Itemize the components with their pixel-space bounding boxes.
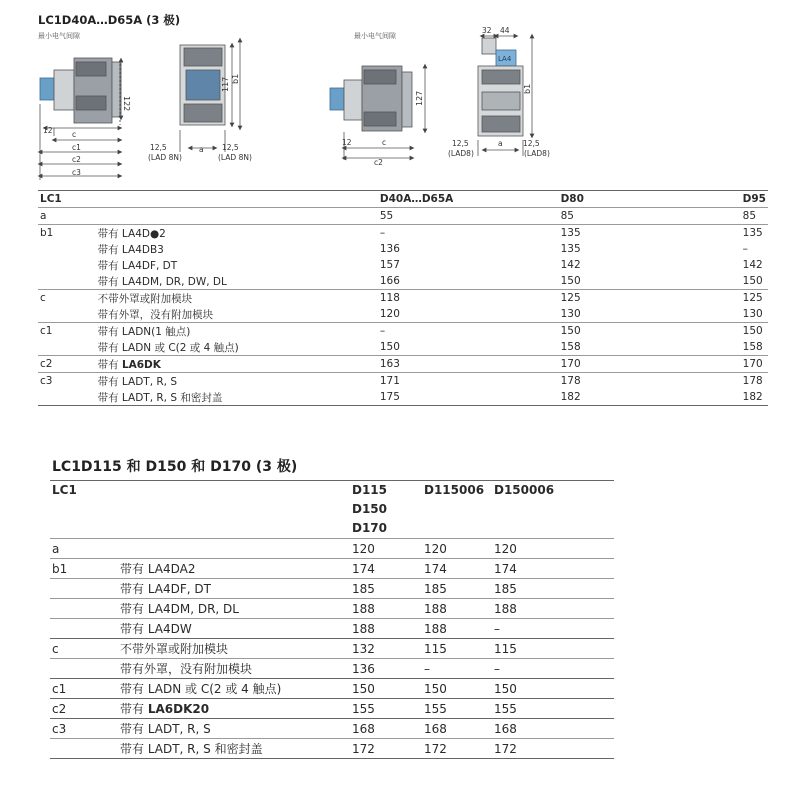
row-desc: 带有外罩，没有附加模块 [118,659,350,679]
dim-12-b: 12 [342,138,352,147]
cell-d40a-d65a: – [378,225,559,242]
cell-d40a-d65a: 157 [379,259,400,271]
dim-c2: c2 [72,155,81,164]
cell-d115-d150-d170: 132 [350,639,422,659]
row-desc: 带有外罩，没有附加模块 [97,308,214,321]
table2-header [50,481,614,539]
cell-d40a-d65a: 163 [378,356,559,373]
row-desc: 带有 LADN 或 C(2 或 4 触点) [118,679,350,699]
row-desc: 带有 LADT, R, S 和密封盖 [96,389,378,406]
table2-header-d115-d150-d170 [350,481,422,539]
cell-d40a-d65a: 55 [378,208,559,225]
cell-d150006: – [492,659,614,679]
row-desc: 带有 LA4DA2 [118,559,350,579]
dim-lad8-right: (LAD8) [524,149,550,158]
dim-c: c [72,130,77,139]
table2-header-d150006: D150006 [492,481,614,539]
cell-d115-d150-d170: 168 [350,719,422,739]
row-key: c [38,290,96,307]
table-row [38,290,768,307]
cell-d115006: 115 [422,639,492,659]
cell-d95: 170 [741,356,768,373]
cell-d115-d150-d170: 188 [350,619,422,639]
dim-c1: c1 [72,143,81,152]
cell-d115-d150-d170: 155 [350,699,422,719]
cell-d115-d150-d170: 120 [350,539,422,559]
table-row [38,389,768,406]
dim-lad8n-right: (LAD 8N) [218,153,252,162]
table-row [50,639,614,659]
cell-d150006: 155 [492,699,614,719]
cell-d150006: – [492,619,614,639]
cell-d95: 158 [742,341,763,353]
cell-d150006: 174 [492,559,614,579]
row-key: c3 [50,719,118,739]
section1-title: LC1D40A…D65A (3 极) [38,13,181,27]
table-row [38,241,768,257]
cell-d95: 150 [741,323,768,340]
row-desc: 带有 LADN 或 C(2 或 4 触点) [97,341,239,354]
cell-d40a-d65a: 136 [379,243,400,255]
row-key: c [50,639,118,659]
dim-c2-b: c2 [374,158,383,167]
cell-d95: – [742,243,748,255]
dim-b1: b1 [231,73,240,84]
row-desc: 带有 LA4DB3 [97,243,164,256]
caption-left: 最小电气间隙 [38,32,80,40]
cell-d115-d150-d170: 172 [350,739,422,759]
dim-122: 122 [122,96,131,112]
row-key [50,739,118,759]
row-desc: 带有 LADT, R, S [96,373,378,390]
cell-d40a-d65a: – [378,323,559,340]
row-key: a [38,208,96,225]
cell-d115006: 150 [422,679,492,699]
table-row [38,373,768,390]
cell-d150006: 115 [492,639,614,659]
la4-label: LA4 [498,55,512,63]
table-row [38,225,768,242]
cell-d115006: – [422,659,492,679]
row-desc [96,208,378,225]
cell-d115006: 120 [422,539,492,559]
dim-c-b: c [382,138,387,147]
cell-d95: 178 [741,373,768,390]
dimensions-table-2 [50,480,614,759]
cell-d115-d150-d170: 136 [350,659,422,679]
table2-header-blank [118,481,350,539]
table-row [50,719,614,739]
row-key [50,599,118,619]
cell-d150006: 120 [492,539,614,559]
row-key [38,389,96,406]
row-desc [118,539,350,559]
dim-c3: c3 [72,168,81,177]
table-row [50,679,614,699]
row-key: c1 [50,679,118,699]
dim-a: a [199,145,204,154]
table1-header-d95: D95 [741,191,768,208]
cell-d80: 135 [560,243,581,255]
dim-a-b: a [498,139,503,148]
table1-header [38,191,768,208]
row-key [38,257,96,273]
cell-d115006: 168 [422,719,492,739]
table-row [50,559,614,579]
cell-d95: 150 [742,275,763,287]
row-desc: 带有 LADT, R, S [118,719,350,739]
table-row [38,208,768,225]
table-row [50,659,614,679]
table-row [50,579,614,599]
table1-header-lc1: LC1 [38,191,96,208]
cell-d115-d150-d170: 188 [350,599,422,619]
dim-12-5-left-b: 12,5 [452,139,469,148]
cell-d80: 158 [560,341,581,353]
cell-d80: 170 [559,356,741,373]
dim-12-5-right: 12,5 [222,143,239,152]
cell-d115006: 188 [422,619,492,639]
row-desc: 带有 LA4DW [118,619,350,639]
cell-d95: 142 [742,259,763,271]
cell-d115006: 185 [422,579,492,599]
dim-127: 127 [415,90,424,106]
cell-d40a-d65a: 166 [379,275,400,287]
row-key: c1 [38,323,96,340]
row-desc: 带有 LA4DM, DR, DW, DL [97,275,227,288]
row-desc: 带有 LADT, R, S 和密封盖 [118,739,350,759]
table-row [50,599,614,619]
front-view-drawing-1 [180,40,240,152]
row-desc: 带有 LA4D●2 [96,225,378,242]
cell-d40a-d65a: 175 [378,389,559,406]
cell-d95: 125 [741,290,768,307]
cell-d95: 130 [742,308,763,320]
row-key [38,339,96,356]
table-row [50,699,614,719]
cell-d150006: 185 [492,579,614,599]
caption-right: 最小电气间隙 [354,32,396,40]
row-desc [96,356,378,373]
row-key [50,619,118,639]
cell-d150006: 188 [492,599,614,619]
table-row [38,273,768,290]
table1-header-d80: D80 [559,191,741,208]
row-key: b1 [50,559,118,579]
dim-b1-b: b1 [523,83,532,94]
cell-d40a-d65a: 118 [378,290,559,307]
table2-header-lc1: LC1 [50,481,118,539]
dim-12-5-right-b: 12,5 [523,139,540,148]
cell-d150006: 172 [492,739,614,759]
cell-d80: 85 [559,208,741,225]
dimension-drawings [0,0,800,185]
cell-d80: 142 [560,259,581,271]
table-row [50,619,614,639]
table2-header-d170: D170 [352,521,388,535]
cell-d80: 178 [559,373,741,390]
cell-d80: 130 [560,308,581,320]
row-desc-prefix: 带有 [120,702,148,716]
table-row [38,257,768,273]
cell-d115-d150-d170: 174 [350,559,422,579]
row-key [38,273,96,290]
row-desc-model: LA6DK20 [147,702,210,716]
row-key [38,306,96,323]
table-row [50,739,614,759]
cell-d80: 182 [559,389,741,406]
dimensions-table-1 [38,190,768,406]
cell-d150006: 168 [492,719,614,739]
row-key: c2 [50,699,118,719]
row-key: b1 [38,225,96,242]
dim-12: 12 [43,126,53,135]
row-key: a [50,539,118,559]
row-desc [118,699,350,719]
row-desc: 不带外罩或附加模块 [96,290,378,307]
dim-44: 44 [500,26,510,35]
cell-d80: 150 [559,323,741,340]
table2-header-d150: D150 [352,502,388,516]
cell-d95: 135 [741,225,768,242]
cell-d115-d150-d170: 185 [350,579,422,599]
cell-d115006: 155 [422,699,492,719]
table2-header-d115006: D115006 [422,481,492,539]
cell-d150006: 150 [492,679,614,699]
row-desc: 带有 LA4DF, DT [97,259,178,272]
dim-lad8-left: (LAD8) [448,149,474,158]
dim-117: 117 [221,76,230,92]
cell-d95: 182 [741,389,768,406]
row-key [50,579,118,599]
row-desc: 不带外罩或附加模块 [118,639,350,659]
row-key: c3 [38,373,96,390]
table-row [50,539,614,559]
cell-d80: 125 [559,290,741,307]
cell-d80: 150 [560,275,581,287]
cell-d40a-d65a: 150 [379,341,400,353]
table-row [38,339,768,356]
row-desc-model: LA6DK [121,358,161,371]
row-desc: 带有 LA4DM, DR, DL [118,599,350,619]
dim-12-5-left: 12,5 [150,143,167,152]
table1-header-d40a-d65a: D40A…D65A [378,191,559,208]
row-desc-prefix: 带有 [97,358,122,371]
table1-header-blank [96,191,378,208]
table-row [38,323,768,340]
row-key: c2 [38,356,96,373]
front-view-drawing-2 [478,36,532,156]
dim-32: 32 [482,26,492,35]
table-row [38,306,768,323]
section2-title: LC1D115 和 D150 和 D170 (3 极) [52,459,298,475]
cell-d40a-d65a: 120 [379,308,400,320]
cell-d115006: 174 [422,559,492,579]
cell-d80: 135 [559,225,741,242]
cell-d95: 85 [741,208,768,225]
dim-lad8n-left: (LAD 8N) [148,153,182,162]
table2-header-d115: D115 [352,483,388,497]
table-row [38,356,768,373]
cell-d115006: 172 [422,739,492,759]
cell-d115006: 188 [422,599,492,619]
row-key [50,659,118,679]
row-key [38,241,96,257]
cell-d115-d150-d170: 150 [350,679,422,699]
row-desc: 带有 LA4DF, DT [118,579,350,599]
row-desc: 带有 LADN(1 触点) [96,323,378,340]
cell-d40a-d65a: 171 [378,373,559,390]
